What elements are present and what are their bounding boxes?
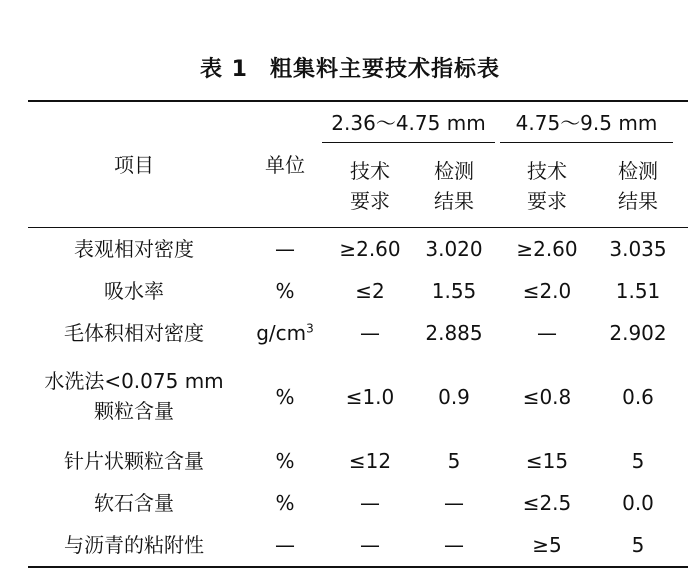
row-res-2: 2.902 <box>609 321 667 345</box>
row-res-2: 1.51 <box>615 279 661 303</box>
row-req-1: ≤1.0 <box>345 385 395 409</box>
row-req-1: — <box>360 491 380 515</box>
row-res-1: — <box>444 491 464 515</box>
row-res-1: 2.885 <box>425 321 483 345</box>
unit-superscript: 3 <box>306 321 314 336</box>
row-res-2: 3.035 <box>609 237 667 261</box>
header-group-2: 4.75～9.5 mm <box>515 111 658 135</box>
header-test-2 <box>598 156 678 216</box>
row-req-1: ≥2.60 <box>339 237 401 261</box>
row-req-2: ≤2.5 <box>522 491 572 515</box>
row-unit: % <box>275 491 295 515</box>
header-item: 项目 <box>114 153 154 177</box>
row-unit <box>240 320 330 346</box>
header-line: 技术 <box>350 159 390 183</box>
row-res-1: — <box>444 533 464 557</box>
row-item <box>28 366 240 426</box>
row-req-2: — <box>537 321 557 345</box>
row-item: 软石含量 <box>94 491 174 515</box>
row-item: 表观相对密度 <box>74 237 194 261</box>
row-req-2: ≤0.8 <box>522 385 572 409</box>
row-unit: % <box>275 385 295 409</box>
header-line: 结果 <box>618 189 658 213</box>
row-req-2: ≤15 <box>525 449 569 473</box>
group-underline-1 <box>322 142 495 143</box>
row-res-1: 5 <box>447 449 461 473</box>
header-line: 检测 <box>434 159 474 183</box>
table-title: 粗集料主要技术指标表 <box>269 57 500 82</box>
row-res-2: 5 <box>631 449 645 473</box>
row-unit: % <box>275 279 295 303</box>
header-test-1 <box>414 156 494 216</box>
row-res-1: 1.55 <box>431 279 477 303</box>
header-line: 技术 <box>527 159 567 183</box>
row-unit: % <box>275 449 295 473</box>
row-req-1: — <box>360 321 380 345</box>
header-line: 检测 <box>618 159 658 183</box>
row-req-1: ≤2 <box>355 279 385 303</box>
row-res-2: 0.6 <box>622 385 654 409</box>
row-item: 吸水率 <box>104 279 164 303</box>
row-req-1: ≤12 <box>348 449 392 473</box>
row-item: 毛体积相对密度 <box>64 321 204 345</box>
header-rule <box>28 227 688 228</box>
row-unit: — <box>275 237 295 261</box>
row-req-2: ≤2.0 <box>522 279 572 303</box>
row-item-line: 水洗法<0.075 mm <box>44 369 224 393</box>
header-line: 结果 <box>434 189 474 213</box>
header-unit: 单位 <box>265 153 305 177</box>
bottom-rule <box>28 566 688 568</box>
unit-base: g/cm <box>256 321 307 345</box>
row-res-2: 0.0 <box>622 491 654 515</box>
header-group-1: 2.36～4.75 mm <box>331 111 486 135</box>
top-rule <box>28 100 688 102</box>
row-item-line: 颗粒含量 <box>94 399 174 423</box>
row-res-2: 5 <box>631 533 645 557</box>
group-underline-2 <box>500 142 673 143</box>
row-req-2: ≥2.60 <box>516 237 578 261</box>
row-res-1: 0.9 <box>438 385 470 409</box>
row-req-2: ≥5 <box>532 533 562 557</box>
row-unit: — <box>275 533 295 557</box>
header-tech-req-2 <box>507 156 587 216</box>
header-line: 要求 <box>527 189 567 213</box>
row-res-1: 3.020 <box>425 237 483 261</box>
header-tech-req-1 <box>330 156 410 216</box>
row-item: 针片状颗粒含量 <box>64 449 204 473</box>
table-caption <box>0 52 700 83</box>
row-item: 与沥青的粘附性 <box>64 533 204 557</box>
header-line: 要求 <box>350 189 390 213</box>
row-req-1: — <box>360 533 380 557</box>
table-number: 表 1 <box>200 57 248 82</box>
